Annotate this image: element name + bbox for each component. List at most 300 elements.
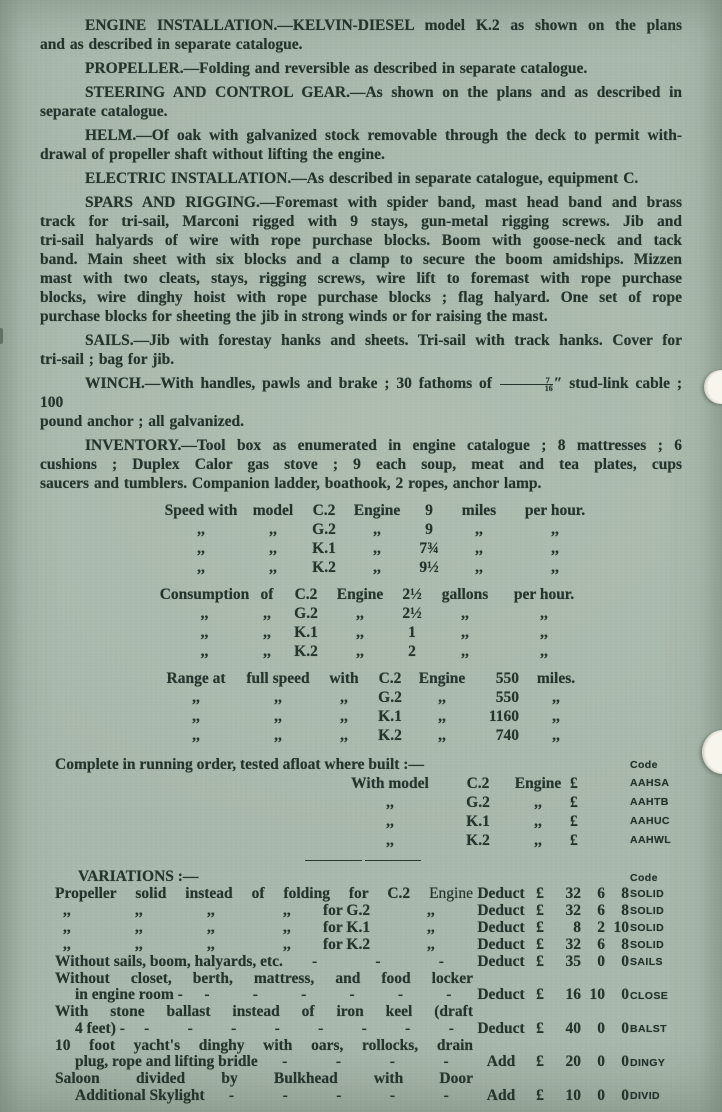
currency-symbol: £ (536, 918, 544, 936)
cell: with (329, 670, 359, 687)
engine-model-label: for K.2 (323, 935, 371, 953)
cell: 740 (495, 727, 519, 744)
ditto-mark: ,, (427, 901, 435, 919)
price-cells (473, 886, 629, 903)
paragraph-winch (40, 374, 682, 431)
price-cells (473, 1054, 629, 1071)
ditto-mark: ,, (283, 901, 291, 919)
ditto-mark: ,, (356, 605, 364, 622)
speed-table (157, 501, 682, 577)
leader-dash: - (443, 1086, 449, 1104)
text-line: band. Main sheet with six blocks and a clamp to secure the boom amidships. Mizzen (40, 251, 682, 268)
code-value: BALST (630, 1023, 667, 1035)
leader-dash: - (204, 986, 210, 1003)
leader-dash: - (446, 986, 452, 1003)
pence-value: 10 (613, 918, 629, 936)
text-line: STEERING AND CONTROL GEAR.—As shown on the plans and as described in (85, 84, 682, 101)
ditto-mark: ,, (263, 643, 271, 660)
paragraph-steering (40, 83, 682, 121)
pounds-value: 40 (565, 1019, 581, 1037)
cell: miles (461, 502, 497, 519)
table-row (40, 886, 682, 903)
variation-description (55, 971, 473, 1004)
text-line: SPARS AND RIGGING.—Foremast with spider band, mast head band and brass (85, 194, 682, 211)
leader-dash: - (144, 1019, 150, 1037)
pounds-value: 32 (565, 901, 581, 919)
paragraph-electric (40, 169, 682, 188)
table-row (40, 937, 682, 954)
leader-dash: - (405, 1019, 411, 1037)
ditto-mark: ,, (438, 708, 446, 725)
ditto-mark: ,, (551, 559, 559, 576)
code-value: AAHSA (630, 777, 670, 789)
text-line: blocks, wire dinghy hoist with rope purchase blocks ; flag halyard. One set of rope (40, 289, 682, 306)
pence-value: 0 (621, 1053, 629, 1070)
currency-symbol: £ (536, 952, 544, 970)
price-cells (473, 1088, 629, 1105)
cell: per hour. (513, 586, 575, 603)
ditto-mark: ,, (200, 643, 209, 660)
code-value: DINGY (630, 1056, 666, 1069)
price-header-row (40, 755, 682, 774)
leader-dash: - (312, 952, 318, 970)
text-line: HELM.—Of oak with galvanized stock removable through the deck to permit with- (85, 127, 682, 144)
ditto-mark: ,, (386, 832, 394, 849)
ditto-mark: ,, (63, 918, 71, 936)
description-text: 10 foot yacht's dinghy with oars, rollocks, drain (55, 1036, 473, 1054)
pounds-value: 32 (565, 935, 581, 953)
text-line: tri-sail ; bag for jib. (40, 351, 175, 368)
description-text: 4 feet) - (75, 1019, 125, 1037)
deduct-label: Deduct (477, 918, 525, 936)
paragraph-sails (40, 331, 682, 369)
variations-section (40, 868, 682, 1104)
price-cells (473, 954, 629, 971)
description-text: With stone ballast instead of iron keel (draft (55, 1003, 473, 1020)
pounds-value: 32 (565, 884, 581, 902)
text-line: SAILS.—Jib with forestay hanks and sheets. Tri-sail with track hanks. Cover for (85, 332, 682, 349)
description-continuation (55, 987, 473, 1004)
cell: 9 (425, 521, 433, 538)
ditto-mark: ,, (269, 559, 277, 576)
cell: K.2 (312, 559, 336, 576)
shillings-value: 6 (597, 901, 605, 919)
ditto-mark: ,, (207, 918, 215, 936)
engine-model-label: for G.2 (323, 901, 371, 919)
ditto-mark: ,, (356, 643, 364, 660)
code-column-header: Code (630, 759, 658, 771)
text-line: saucers and tumblers. Companion ladder, boathook, 2 ropes, anchor lamp. (40, 475, 542, 492)
ditto-mark: ,, (540, 624, 548, 641)
section-divider (305, 860, 421, 862)
ditto-mark: ,, (461, 624, 469, 641)
ditto-mark: ,, (283, 935, 291, 953)
table-row (40, 812, 682, 831)
leader-dash: - (282, 1053, 288, 1070)
ditto-mark: ,, (475, 521, 483, 538)
cell: K.1 (312, 540, 336, 557)
text-line: purchase blocks for sheeting the jib in strong winds or for raising the mast. (40, 308, 548, 325)
table-row (157, 501, 682, 520)
table-row (40, 920, 682, 937)
description-text: Saloon divided by Bulkhead with Door (55, 1070, 473, 1087)
price-cells (330, 793, 600, 812)
text-line: separate catalogue. (40, 103, 168, 120)
table-row (157, 669, 682, 688)
code-value: SOLID (630, 922, 665, 934)
ditto-mark: ,, (340, 727, 348, 744)
description-text: Without sails, boom, halyards, etc. (55, 952, 283, 970)
text-line: INVENTORY.—Tool box as enumerated in engine catalogue ; 8 mattresses ; 6 (85, 437, 682, 454)
table-row (157, 558, 682, 577)
currency-symbol: £ (570, 813, 578, 830)
ditto-mark: ,, (197, 521, 205, 538)
ditto-mark: ,, (200, 624, 209, 641)
table-row (40, 774, 682, 793)
text-line: and as described in separate catalogue. (40, 36, 303, 53)
currency-symbol: £ (570, 832, 578, 849)
leader-dash: - (349, 986, 355, 1003)
price-cells (330, 831, 600, 850)
leader-dash: - (336, 1086, 342, 1104)
text-line: ELECTRIC INSTALLATION.—As described in separate catalogue, equipment C. (85, 170, 639, 187)
leader-dash: - (301, 986, 307, 1003)
price-section (40, 755, 682, 850)
range-table (157, 669, 682, 745)
text-line (40, 374, 682, 412)
ditto-mark: ,, (551, 540, 559, 557)
code-value: DIVID (630, 1090, 661, 1102)
cell: of (260, 586, 274, 603)
cell: K.2 (294, 643, 318, 660)
deduct-label: Deduct (477, 884, 525, 902)
table-row (40, 903, 682, 920)
deduct-label: Deduct (477, 986, 525, 1003)
leader-dash: - (228, 1086, 235, 1104)
ditto-mark: ,, (534, 832, 542, 849)
add-label: Add (486, 1053, 516, 1070)
table-row (157, 520, 682, 539)
pence-value: 0 (621, 952, 629, 970)
cell: 2 (408, 643, 416, 660)
currency-symbol: £ (536, 901, 544, 919)
pounds-value: 35 (565, 952, 581, 970)
fraction-7-16 (500, 377, 553, 392)
code-value: SOLID (630, 905, 665, 917)
ditto-mark: ,, (274, 708, 282, 725)
cell: full speed (246, 670, 310, 687)
paragraph-engine-installation (40, 16, 682, 54)
description-continuation (55, 1021, 473, 1038)
price-cells (330, 812, 600, 831)
currency-symbol: £ (536, 1053, 544, 1070)
ditto-mark: ,, (534, 794, 542, 811)
ditto-mark: ,, (461, 643, 469, 660)
ditto-mark: ,, (373, 521, 381, 538)
ditto-mark: ,, (63, 935, 71, 953)
ditto-mark: ,, (373, 540, 381, 557)
price-cells (473, 903, 629, 920)
ditto-mark: ,, (551, 521, 559, 538)
cell: 2½ (402, 605, 422, 622)
price-intro: Complete in running order, tested afloat where built :— (55, 756, 424, 773)
ditto-mark: ,, (135, 935, 143, 953)
paragraph-helm (40, 126, 682, 164)
leader-dash: - (187, 1019, 193, 1037)
price-cells (473, 987, 629, 1004)
table-row (157, 539, 682, 558)
ditto-mark: ,, (373, 559, 381, 576)
cell: 1 (408, 624, 416, 641)
table-row (40, 954, 682, 971)
cell: C.2 (378, 670, 402, 687)
variation-description (55, 886, 473, 903)
pence-value: 0 (621, 1086, 629, 1104)
pence-value: 0 (621, 1019, 629, 1037)
pence-value: 8 (621, 901, 629, 919)
cell: G.2 (466, 794, 490, 811)
ditto-mark: ,, (63, 901, 71, 919)
table-row (40, 1038, 682, 1071)
leader-dash: - (438, 952, 444, 970)
ditto-mark: ,, (269, 521, 277, 538)
variation-description (55, 1071, 473, 1104)
paragraph-propeller (40, 59, 682, 78)
shillings-value: 6 (597, 935, 605, 953)
description-text: Additional Skylight (75, 1086, 205, 1104)
currency-symbol: £ (536, 986, 544, 1003)
deduct-label: Deduct (477, 901, 525, 919)
shillings-value: 6 (597, 884, 605, 902)
ditto-mark: ,, (475, 559, 483, 576)
shillings-value: 0 (597, 1053, 605, 1070)
fraction-numerator: 7 (500, 377, 553, 385)
price-cells (330, 774, 600, 793)
ditto-mark: ,, (427, 935, 435, 953)
leader-dash: - (252, 986, 258, 1003)
currency-symbol: £ (570, 775, 578, 792)
paragraph-spars-rigging (40, 193, 682, 326)
cell: K.2 (466, 832, 490, 849)
code-value: AAHUC (630, 815, 670, 827)
cell: C.2 (466, 775, 490, 792)
winch-text: WINCH.—With handles, pawls and brake ; 30 fathoms of (85, 375, 492, 392)
code-value: AAHWL (630, 834, 672, 846)
ditto-mark: ,, (386, 794, 394, 811)
ditto-mark: ,, (135, 901, 143, 919)
table-row (157, 688, 682, 707)
table-row (157, 623, 682, 642)
pounds-value: 20 (565, 1053, 581, 1070)
table-row (40, 1071, 682, 1104)
deduct-label: Deduct (477, 1019, 525, 1037)
variation-description (55, 903, 473, 920)
leader-dash: - (274, 1019, 280, 1037)
cell: G.2 (294, 605, 318, 622)
cell: G.2 (378, 689, 402, 706)
leader-dash: - (335, 1053, 342, 1070)
cell: Speed with (164, 502, 238, 519)
table-row (40, 1004, 682, 1037)
code-value: SOLID (630, 888, 665, 900)
ditto-mark: ,, (274, 689, 282, 706)
ditto-mark: ,, (386, 813, 394, 830)
ditto-mark: ,, (438, 727, 446, 744)
variation-description (55, 920, 473, 937)
leader-dash: - (375, 952, 381, 970)
currency-symbol: £ (570, 794, 578, 811)
leader-dash: - (397, 986, 404, 1003)
ditto-mark: ,, (207, 935, 215, 953)
cell: G.2 (312, 521, 336, 538)
text-line: tri-sail halyards of wire with rope purchase blocks. Boom with goose-neck and tack (40, 232, 682, 249)
paper-edge-mark (0, 328, 3, 344)
pence-value: 8 (621, 884, 629, 902)
shillings-value: 0 (597, 952, 605, 970)
description-text: in engine room - (75, 986, 183, 1003)
ditto-mark: ,, (192, 708, 200, 725)
ditto-mark: ,, (263, 624, 271, 641)
shillings-value: 10 (589, 986, 605, 1003)
ditto-mark: ,, (552, 727, 560, 744)
cell: K.1 (294, 624, 318, 641)
description-text: Without closet, berth, mattress, and food locker (55, 969, 473, 987)
ditto-mark: ,, (135, 918, 143, 936)
paragraph-inventory (40, 436, 682, 493)
cell: Engine (336, 586, 384, 603)
cell: C.2 (294, 586, 318, 603)
engine-model-label: for K.1 (323, 918, 371, 936)
leader-dash: - (443, 1053, 449, 1070)
ditto-mark: ,, (552, 708, 560, 725)
currency-symbol: £ (536, 1019, 544, 1037)
text-line: cushions ; Duplex Calor gas stove ; 9 each soup, meat and tea plates, cups (40, 456, 682, 473)
cell: Engine (514, 775, 562, 792)
variation-description (55, 937, 473, 954)
pounds-value: 8 (573, 918, 581, 936)
cell: C.2 (312, 502, 336, 519)
deduct-label: Deduct (477, 935, 525, 953)
table-row (40, 793, 682, 812)
ditto-mark: ,, (200, 605, 209, 622)
ditto-mark: ,, (540, 605, 548, 622)
currency-symbol: £ (536, 1086, 544, 1104)
cell: Engine (418, 670, 466, 687)
ditto-mark: ,, (197, 559, 205, 576)
ditto-mark: ,, (552, 689, 560, 706)
ditto-mark: ,, (192, 727, 200, 744)
table-row (157, 642, 682, 661)
ditto-mark: ,, (475, 540, 483, 557)
code-value: AAHTB (630, 796, 669, 808)
currency-symbol: £ (536, 935, 544, 953)
pounds-value: 10 (565, 1086, 581, 1104)
leader-dash: - (282, 1086, 288, 1104)
variation-description (55, 954, 473, 971)
description-continuation (55, 1054, 473, 1071)
cell: per hour. (524, 502, 586, 519)
shillings-value: 2 (597, 918, 605, 936)
description-text: Engine (429, 884, 473, 902)
ditto-mark: ,, (540, 643, 548, 660)
leader-dash: - (361, 1019, 367, 1037)
ditto-mark: ,, (197, 540, 205, 557)
consumption-table (157, 585, 682, 661)
code-value: SOLID (630, 939, 665, 951)
text-line: pound anchor ; all galvanized. (40, 413, 244, 430)
description-continuation (55, 1088, 473, 1105)
table-row (157, 707, 682, 726)
variations-heading: VARIATIONS :— (78, 868, 199, 885)
text-line: ENGINE INSTALLATION.—KELVIN-DIESEL model K.2 as shown on the plans (85, 17, 682, 34)
ditto-mark: ,, (263, 605, 271, 622)
table-row (157, 604, 682, 623)
ditto-mark: ,, (207, 901, 215, 919)
cell: Consumption (159, 586, 250, 603)
table-row (157, 585, 682, 604)
cell: 550 (495, 689, 519, 706)
cell: K.1 (466, 813, 490, 830)
leader-dash: - (448, 1019, 454, 1037)
code-value: CLOSE (630, 989, 669, 1002)
code-column-header: Code (630, 872, 658, 884)
text-line: track for tri-sail, Marconi rigged with 9 stays, gun-metal rigging screws. Jib and (40, 213, 682, 230)
ditto-mark: ,, (274, 727, 282, 744)
pence-value: 0 (621, 986, 629, 1003)
cell: K.1 (378, 708, 402, 725)
cell: With model (351, 775, 429, 792)
cell: Range at (166, 670, 226, 687)
text-line: drawal of propeller shaft without lifting the engine. (40, 146, 385, 163)
pounds-value: 16 (565, 986, 581, 1003)
cell: model (252, 502, 294, 519)
cell: 2½ (402, 586, 422, 603)
code-value: SAILS (630, 956, 663, 968)
ditto-mark: ,, (427, 918, 435, 936)
text-line: PROPELLER.—Folding and reversible as described in separate catalogue. (85, 60, 588, 77)
leader-dash: - (318, 1019, 324, 1037)
ditto-mark: ,, (340, 708, 348, 725)
table-row (40, 831, 682, 850)
cell: 9½ (419, 559, 439, 576)
leader-dash: - (389, 1053, 395, 1070)
leader-dash: - (231, 1019, 237, 1037)
table-row (40, 971, 682, 1004)
cell: 7¾ (419, 540, 439, 557)
price-cells (473, 920, 629, 937)
ditto-mark: ,, (534, 813, 542, 830)
shillings-value: 0 (597, 1019, 605, 1037)
ditto-mark: ,, (192, 689, 200, 706)
cell: Engine (353, 502, 401, 519)
description-text: Propeller solid instead of folding for C.2 (55, 884, 411, 902)
leader-dash: - (389, 1086, 396, 1104)
cell: 550 (495, 670, 519, 687)
pence-value: 8 (621, 935, 629, 953)
cell: 1160 (488, 708, 519, 725)
ditto-mark: ,, (438, 689, 446, 706)
price-cells (473, 1021, 629, 1038)
add-label: Add (486, 1086, 516, 1104)
currency-symbol: £ (536, 884, 544, 902)
description-text: plug, rope and lifting bridle (75, 1053, 258, 1070)
ditto-mark: ,, (283, 918, 291, 936)
cell: gallons (441, 586, 489, 603)
text-line: mast with two cleats, stays, rigging screws, wire lift to foremast with rope purchase (40, 270, 682, 287)
ditto-mark: ,, (356, 624, 364, 641)
cell: K.2 (378, 727, 402, 744)
variation-description (55, 1004, 473, 1037)
